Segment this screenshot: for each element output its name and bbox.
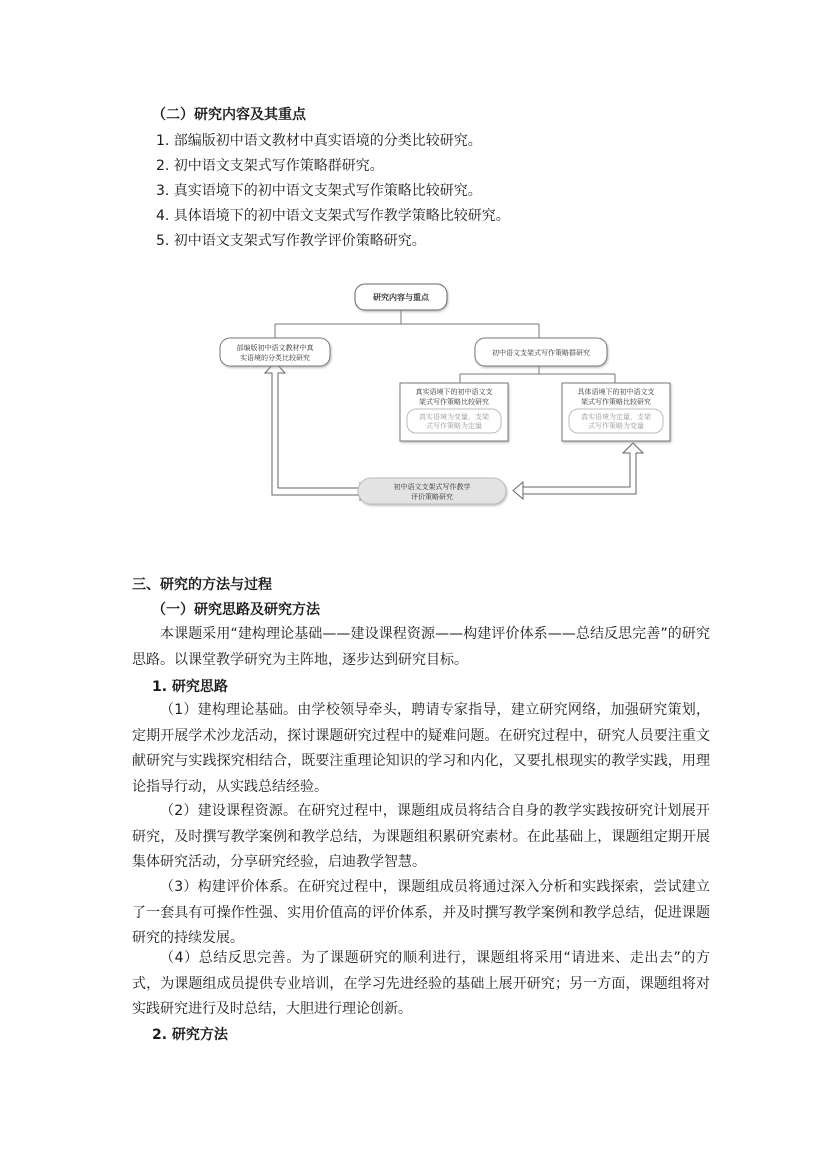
content-item-2: 2. 初中语文支架式写作策略群研究。 [156, 158, 384, 174]
node-root-label: 研究内容与重点 [373, 292, 429, 302]
approach-paragraph-3: （3）构建评价体系。在研究过程中，课题组成员将通过深入分析和实践探索，尝试建立了一套具有可操作性强、实用价值高的评价体系，并及时撰写教学案例和教学总结，促进课题研究的持续发展。 [132, 879, 710, 946]
approach-paragraph-4: （4）总结反思完善。为了课题研究的顺利进行，课题组将采用“请进来、走出去”的方式，为课题组成员提供专业培训，在学习先进经验的基础上展开研究；另一方面，课题组将对实践研究进行及时总结，大胆进行理论创新。 [132, 950, 710, 1017]
content-item-4: 4. 具体语境下的初中语文支架式写作教学策略比较研究。 [156, 208, 510, 224]
heading-research-approach: 1. 研究思路 [152, 679, 228, 695]
node-right [475, 338, 607, 366]
section-heading-content: （二）研究内容及其重点 [152, 107, 306, 123]
subsection-heading-approach: （一）研究思路及研究方法 [152, 602, 320, 618]
node-sub2-inner-line1: 真实语境为定量，支架 [581, 413, 651, 421]
content-item-3: 3. 真实语境下的初中语文支架式写作策略比较研究。 [156, 183, 482, 199]
node-right-label: 初中语文支架式写作策略群研究 [492, 349, 590, 357]
node-root [355, 284, 447, 310]
approach-paragraph-1: （1）建构理论基础。由学校领导牵头，聘请专家指导，建立研究网络，加强研究策划，定期开展学术沙龙活动，探讨课题研究过程中的疑难问题。在研究过程中，研究人员要注重文献研究与实践探究相结合，既要注重理论知识的学习和内化，又要扎根现实的教学实践，用理论指导行动，从实践总结经验。 [132, 702, 710, 795]
node-sub2 [562, 383, 670, 441]
node-sub1 [400, 383, 508, 441]
node-sub2-line1: 具体语境下的初中语文支 [577, 388, 655, 396]
node-sub1-inner-line2: 式写作策略为定量 [426, 422, 482, 430]
node-bottom [358, 478, 506, 504]
node-sub1-inner-line1: 真实语境为变量，支架 [419, 413, 489, 421]
node-bottom-line2: 评价策略研究 [411, 493, 453, 501]
node-left [220, 338, 330, 366]
node-left-line1: 部编版初中语文教材中真 [236, 344, 314, 352]
section-heading-methods: 三、研究的方法与过程 [132, 577, 272, 593]
node-left-line2: 实语境的分类比较研究 [240, 354, 310, 362]
node-bottom-line1: 初中语文支架式写作教学 [393, 483, 471, 491]
intro-paragraph: 本课题采用“建构理论基础——建设课程资源——构建评价体系——总结反思完善”的研究思路。以课堂教学研究为主阵地，逐步达到研究目标。 [132, 626, 710, 668]
content-item-5: 5. 初中语文支架式写作教学评价策略研究。 [156, 233, 426, 249]
node-sub2-line2: 架式写作策略比较研究 [581, 398, 651, 406]
research-content-diagram [215, 278, 655, 508]
node-sub2-inner-line2: 式写作策略为变量 [588, 422, 644, 430]
node-sub1-line2: 架式写作策略比较研究 [419, 398, 489, 406]
heading-research-methods: 2. 研究方法 [152, 1027, 228, 1043]
node-sub1-line1: 真实语境下的初中语文支 [415, 388, 493, 396]
content-item-1: 1. 部编版初中语文教材中真实语境的分类比较研究。 [156, 133, 482, 149]
approach-paragraph-2: （2）建设课程资源。在研究过程中，课题组成员将结合自身的教学实践按研究计划展开研究，及时撰写教学案例和教学总结，为课题组积累研究素材。在此基础上，课题组定期开展集体研究活动，分享研究经验，启迪教学智慧。 [132, 803, 710, 870]
